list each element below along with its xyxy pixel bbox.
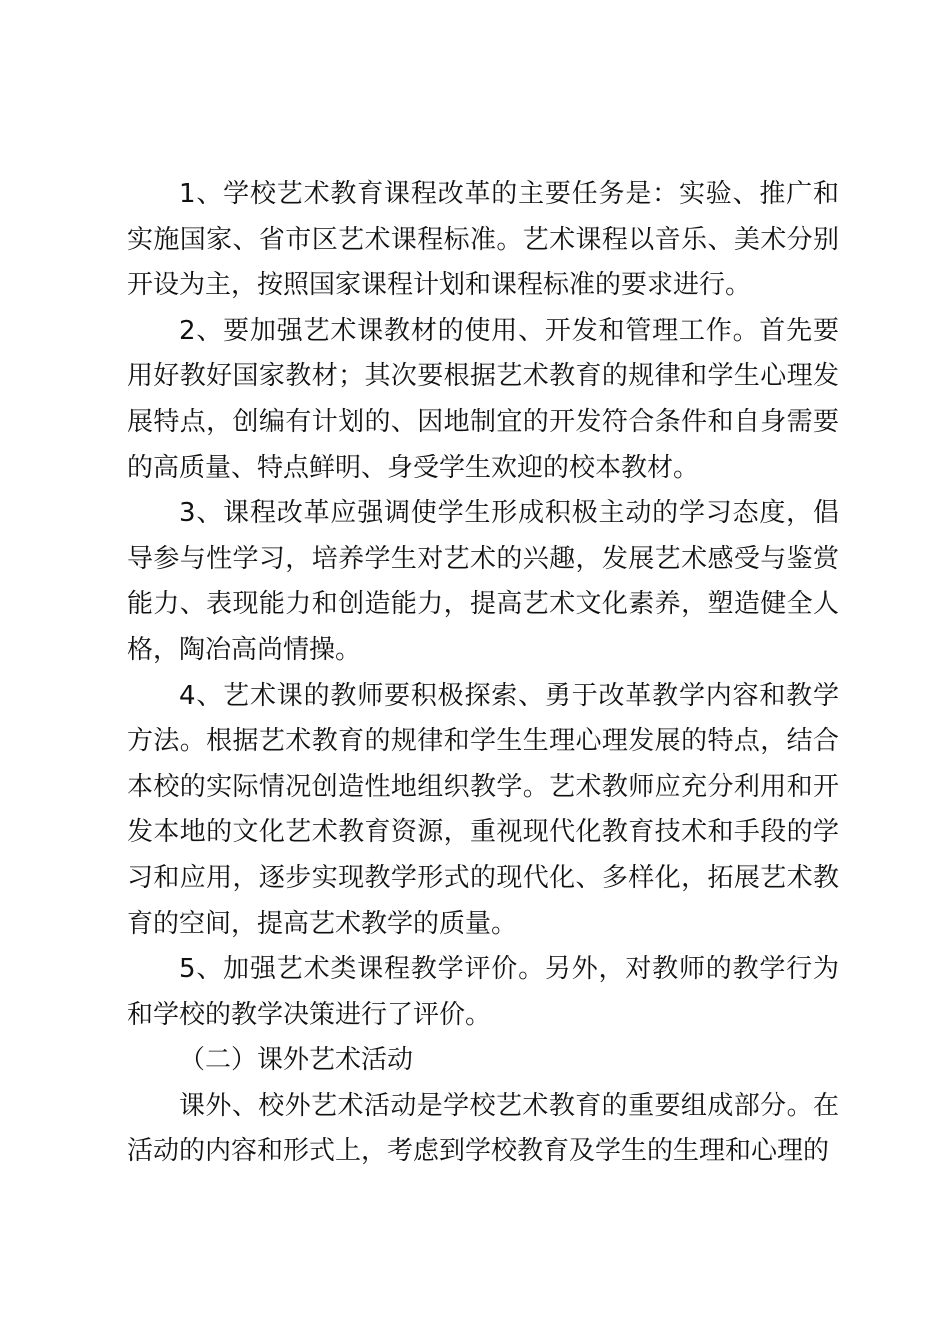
paragraph-item-4: 4、艺术课的教师要积极探索、勇于改革教学内容和教学方法。根据艺术教育的规律和学生生理心理发展的特点，结合本校的实际情况创造性地组织教学。艺术教师应充分利用和开发本地的文化艺术教育资源，重视现代化教育技术和手段的学习和应用，逐步实现教学形式的现代化、多样化，拓展艺术教育的空间，提高艺术教学的质量。: [127, 680, 839, 939]
paragraph-item-3: 3、课程改革应强调使学生形成积极主动的学习态度，倡导参与性学习，培养学生对艺术的兴趣，发展艺术感受与鉴赏能力、表现能力和创造能力，提高艺术文化素养，塑造健全人格，陶冶高尚情操。: [127, 498, 839, 665]
paragraph-item-5: 5、加强艺术类课程教学评价。另外，对教师的教学行为和学校的教学决策进行了评价。: [127, 954, 839, 1030]
document-page: [127, 172, 839, 1175]
closing-paragraph: 课外、校外艺术活动是学校艺术教育的重要组成部分。在活动的内容和形式上，考虑到学校教育及学生的生理和心理的: [127, 1090, 839, 1167]
section-heading: （二）课外艺术活动: [179, 1045, 414, 1076]
paragraph-item-1: 1、学校艺术教育课程改革的主要任务是：实验、推广和实施国家、省市区艺术课程标准。艺术课程以音乐、美术分别开设为主，按照国家课程计划和课程标准的要求进行。: [127, 179, 839, 301]
paragraph-item-2: 2、要加强艺术课教材的使用、开发和管理工作。首先要用好教好国家教材；其次要根据艺术教育的规律和学生心理发展特点，创编有计划的、因地制宜的开发符合条件和自身需要的高质量、特点鲜明、身受学生欢迎的校本教材。: [127, 315, 839, 483]
